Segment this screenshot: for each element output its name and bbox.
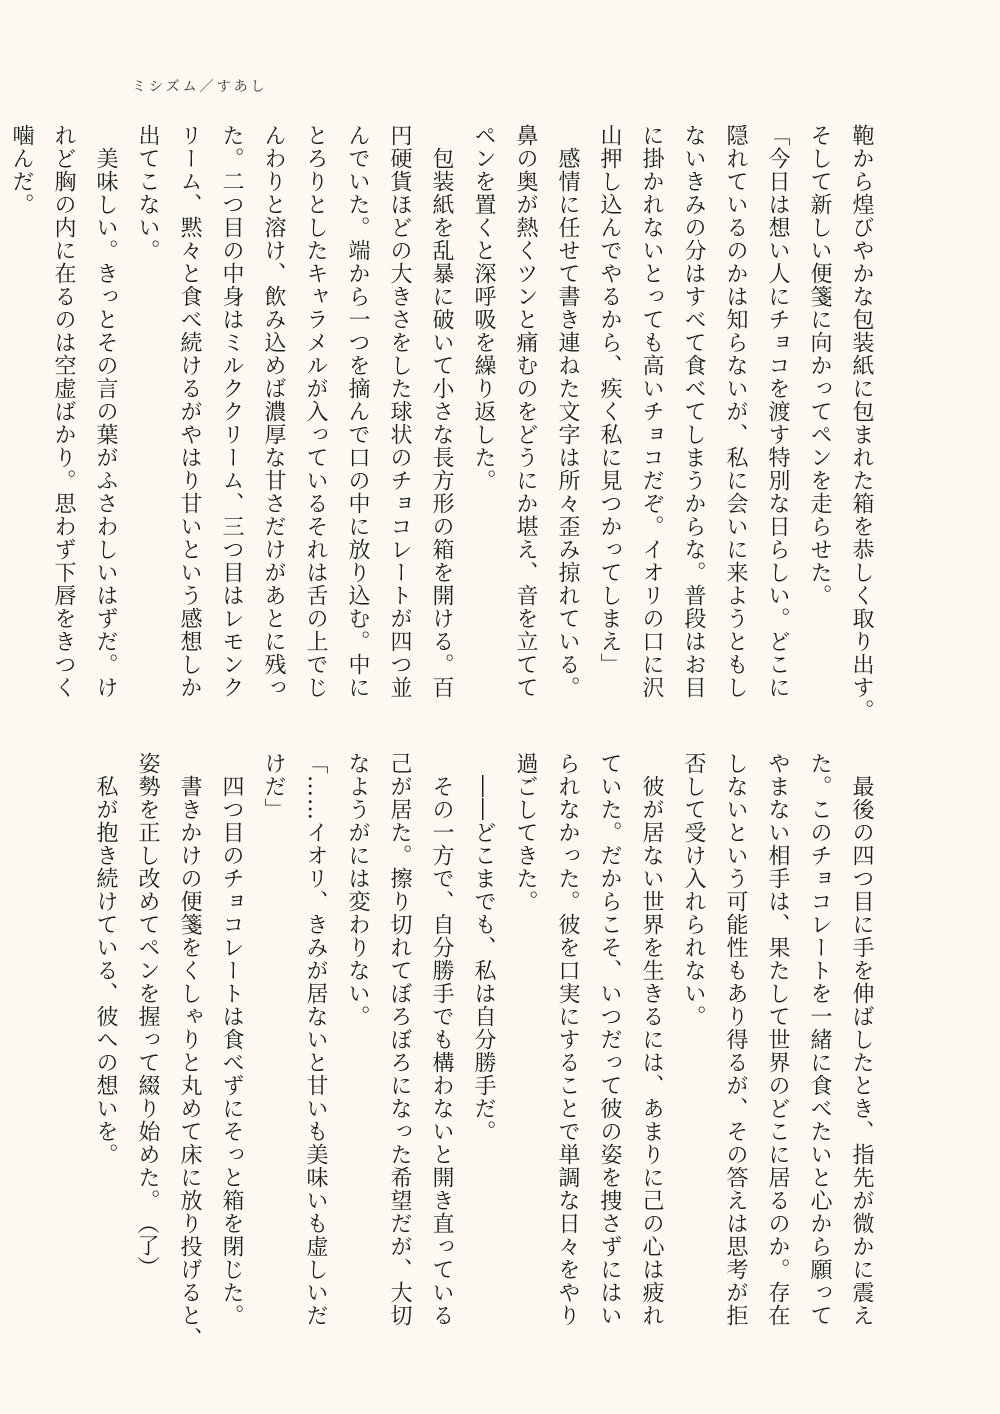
text-line: られなかった。彼を口実にすることで単調な日々をやり bbox=[555, 752, 580, 1327]
text-line: 四つ目のチョコレートは食べずにそっと箱を閉じた。 bbox=[219, 752, 244, 1327]
text-line: とろりとしたキャラメルが入っているそれは舌の上でじ bbox=[303, 124, 328, 699]
text-line: 否して受け入れられない。 bbox=[681, 752, 706, 1028]
text-line: 過ごしてきた。 bbox=[513, 752, 538, 913]
text-line: 書きかけの便箋をくしゃりと丸めて床に放り投げると、 bbox=[177, 752, 202, 1350]
text-line: ――どこまでも、私は自分勝手だ。 bbox=[471, 752, 496, 1143]
text-line: 出てこない。 bbox=[135, 124, 160, 262]
text-line: なようがには変わりない。 bbox=[345, 752, 370, 1028]
text-line: 鼻の奥が熱くツンと痛むのをどうにか堪え、音を立てて bbox=[513, 124, 538, 699]
text-line: んでいた。端から一つを摘んで口の中に放り込む。中に bbox=[345, 124, 370, 699]
text-line: やまない相手は、果たして世界のどこに居るのか。存在 bbox=[765, 752, 790, 1327]
bottom-text-block bbox=[93, 752, 882, 1350]
text-line: 姿勢を正し改めてペンを握って綴り始めた。 bbox=[135, 752, 160, 1212]
text-line: 包装紙を乱暴に破いて小さな長方形の箱を開ける。百 bbox=[429, 124, 454, 699]
text-line: 「……イオリ、きみが居ないと甘いも美味いも虚しいだ bbox=[303, 752, 328, 1327]
text-line: ないきみの分はすべて食べてしまうからな。普段はお目 bbox=[681, 124, 706, 699]
text-line: に掛かれないとっても高いチョコだぞ。イオリの口に沢 bbox=[639, 124, 664, 699]
end-mark: （了） bbox=[134, 1212, 159, 1278]
text-line: 円硬貨ほどの大きさをした球状のチョコレートが四つ並 bbox=[387, 124, 412, 699]
top-text-block bbox=[9, 124, 882, 722]
text-line: 噛んだ。 bbox=[9, 124, 34, 216]
text-line: れど胸の内に在るのは空虚ばかり。思わず下唇をきつく bbox=[51, 124, 76, 699]
text-line: 感情に任せて書き連ねた文字は所々歪み掠れている。 bbox=[555, 124, 580, 699]
text-line: そして新しい便箋に向かってペンを走らせた。 bbox=[807, 124, 832, 607]
text-line: その一方で、自分勝手でも構わないと開き直っている bbox=[429, 752, 454, 1327]
text-line: 私が抱き続けている、彼への想いを。 bbox=[93, 752, 118, 1166]
text-line: しないという可能性もあり得るが、その答えは思考が拒 bbox=[723, 752, 748, 1327]
page-header: ミシズム／すあし bbox=[132, 79, 268, 95]
text-line: 最後の四つ目に手を伸ばしたとき、指先が微かに震え bbox=[849, 752, 874, 1327]
text-line: た。このチョコレートを一緒に食べたいと心から願って bbox=[807, 752, 832, 1327]
text-line: 己が居た。擦り切れてぼろぼろになった希望だが、大切 bbox=[387, 752, 412, 1327]
text-line: 隠れているのかは知らないが、私に会いに来ようともし bbox=[723, 124, 748, 699]
text-line: た。二つ目の中身はミルククリーム、三つ目はレモンク bbox=[219, 124, 244, 699]
text-line: けだ」 bbox=[261, 752, 286, 821]
text-line: ていた。だからこそ、いつだって彼の姿を捜さずにはい bbox=[597, 752, 622, 1327]
text-line: 美味しい。きっとその言の葉がふさわしいはずだ。け bbox=[93, 124, 118, 699]
text-line: 鞄から煌びやかな包装紙に包まれた箱を恭しく取り出す。 bbox=[849, 124, 874, 722]
text-line: 彼が居ない世界を生きるには、あまりに己の心は疲れ bbox=[639, 752, 664, 1327]
text-line: ペンを置くと深呼吸を繰り返した。 bbox=[471, 124, 496, 492]
text-line: リーム、黙々と食べ続けるがやはり甘いという感想しか bbox=[177, 124, 202, 699]
text-line: 「今日は想い人にチョコを渡す特別な日らしい。どこに bbox=[765, 124, 790, 699]
text-line: んわりと溶け、飲み込めば濃厚な甘さだけがあとに残っ bbox=[261, 124, 286, 699]
text-line: 山押し込んでやるから、疾く私に見つかってしまえ」 bbox=[597, 124, 622, 676]
